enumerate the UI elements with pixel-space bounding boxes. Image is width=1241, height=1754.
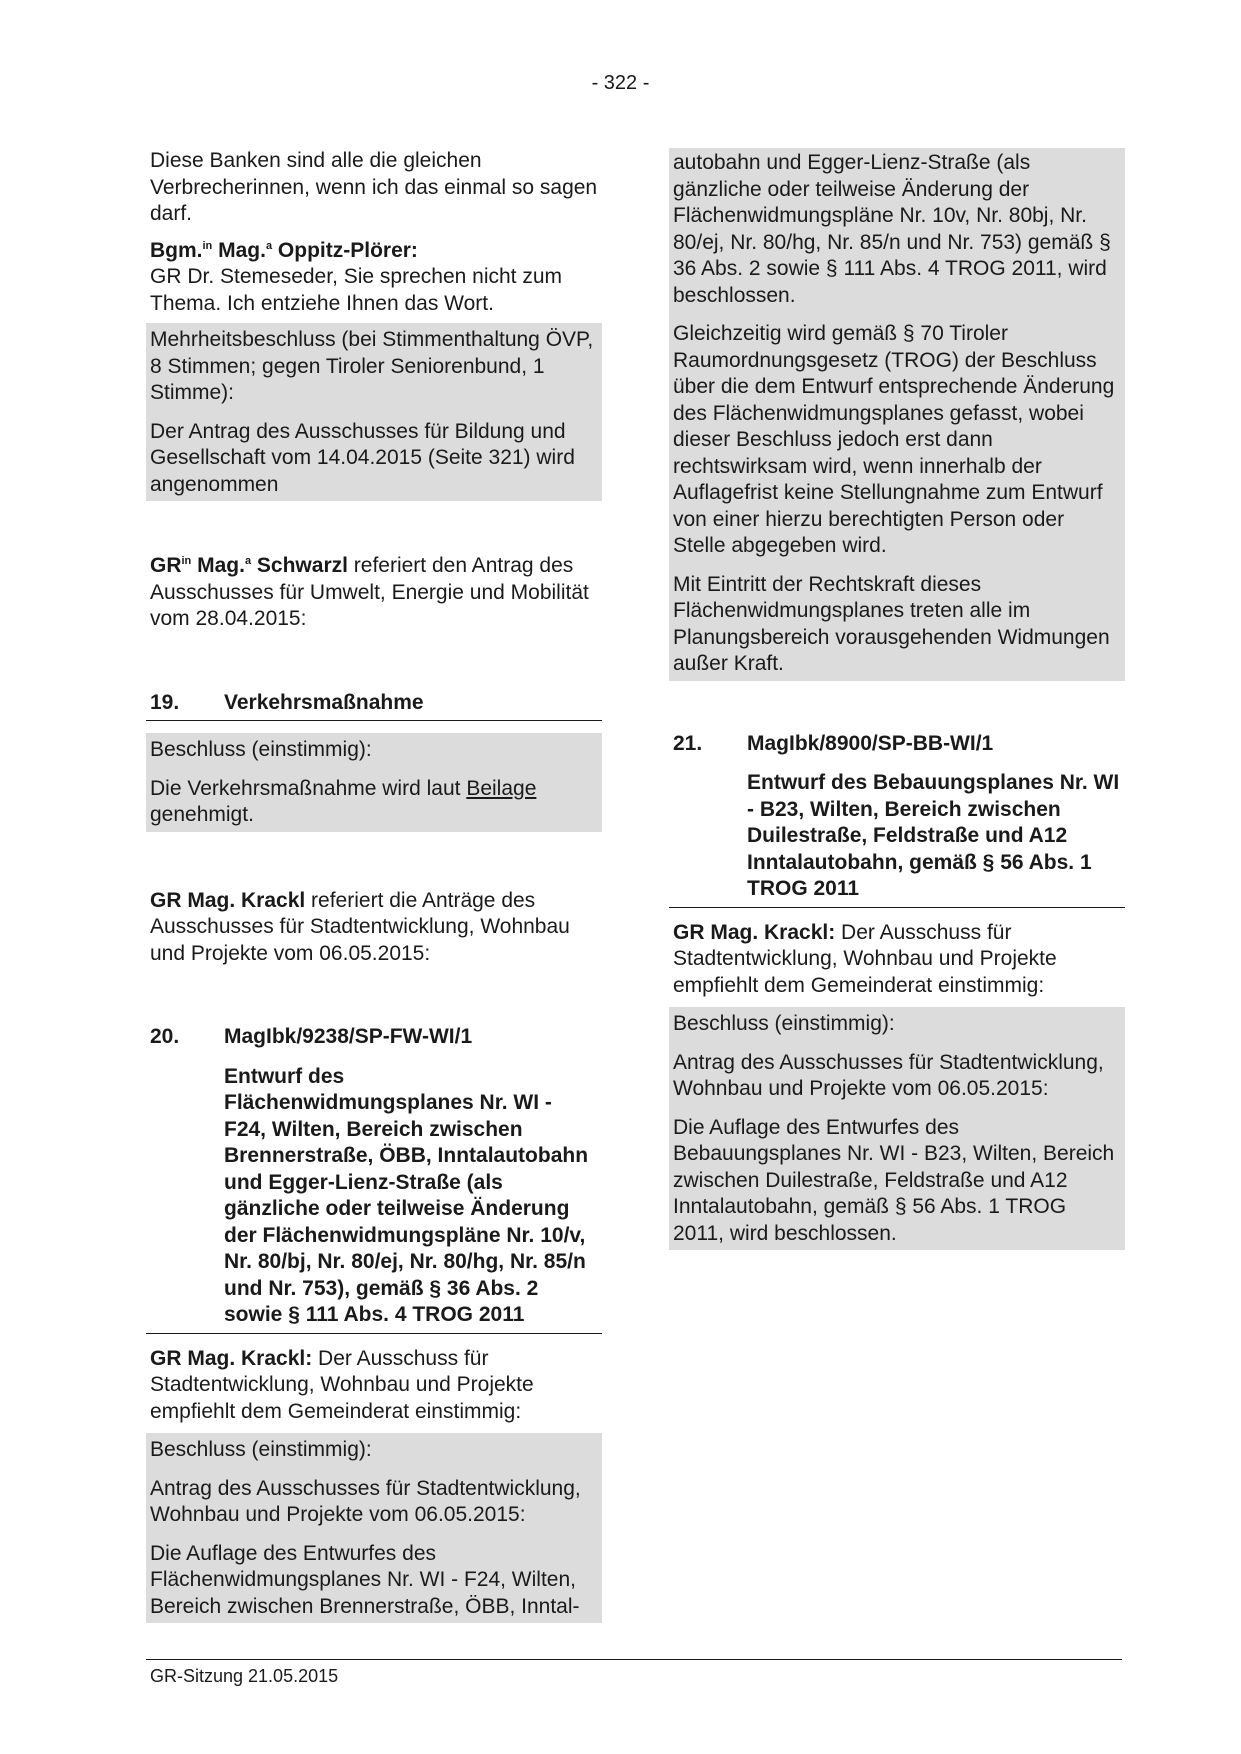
item-19-resolution — [146, 733, 602, 832]
beilage-link[interactable]: Beilage — [466, 776, 537, 800]
speaker-text: Der Ausschuss für Stadtentwicklung, Wohnbau und Projekte empfiehlt dem Gemeinderat einstimmig: — [150, 1346, 534, 1423]
item-20-resolution — [146, 1433, 602, 1623]
right-column — [669, 148, 1125, 1250]
resolution-text: Die Verkehrsmaßnahme wird laut Beilage genehmigt. — [150, 776, 537, 826]
resolution-vote: Beschluss (einstimmig): — [150, 1438, 372, 1461]
resolution-vote: Beschluss (einstimmig): — [150, 738, 372, 761]
resolution-vote: Beschluss (einstimmig): — [673, 1012, 895, 1035]
item-number: 20. — [150, 1025, 180, 1048]
item-title: Entwurf des Flächenwidmungsplanes Nr. WI - F24, Wilten, Bereich zwischen Brennerstraße, ÖBB, Inntalautobahn und Egger-Lienz-Straße (als gänzliche oder teilweise Änderung der Flächenwidmungspläne Nr. 10/v, Nr. 80/bj, Nr. 80/ej, Nr. 80/hg, Nr. 85/n und Nr. 753), gemäß § 36 Abs. 2 sowie § 111 Abs. 4 TROG 2011 — [224, 1064, 589, 1326]
speaker-name: GR Mag. Krackl: — [673, 920, 836, 944]
item-21-speaker — [669, 920, 1125, 1000]
item-title: Entwurf des Bebauungsplanes Nr. WI - B23, Wilten, Bereich zwischen Duilestraße, Feldstraße und A12 Inntalautobahn, gemäß § 56 Abs. 1 TROG 2011 — [747, 771, 1120, 900]
mayor-title-sup: in — [202, 239, 213, 252]
mayor-title-mid: Mag. — [212, 238, 266, 262]
item-21-heading — [669, 731, 1125, 908]
item-code: MagIbk/8900/SP-BB-WI/1 — [747, 731, 994, 755]
speaker-name: GR Mag. Krackl: — [150, 1346, 313, 1370]
item-20-heading — [146, 1024, 602, 1334]
mayor-title-sup2: a — [265, 239, 273, 252]
resolution-motion: Antrag des Ausschusses für Stadtentwicklung, Wohnbau und Projekte vom 06.05.2015: — [150, 1476, 581, 1526]
footer-divider — [146, 1659, 1122, 1660]
resolution-motion: Antrag des Ausschusses für Stadtentwicklung, Wohnbau und Projekte vom 06.05.2015: — [673, 1050, 1104, 1100]
page-number: - 322 - — [591, 72, 650, 94]
mayor-speaker — [146, 238, 602, 265]
resolution-simultaneous: Gleichzeitig wird gemäß § 70 Tiroler Raumordnungsgesetz (TROG) der Beschluss über die dem Entwurf entsprechende Änderung des Flächenwidmungsplanes gefasst, wobei dieser Beschluss jedoch erst dann rechtswirksam wird, wenn innerhalb der Auflagefrist keine Stellungnahme zum Entwurf von einer hierzu berechtigten Person oder Stelle abgegeben wird. — [673, 322, 1115, 557]
speaker-text: Der Ausschuss für Stadtentwicklung, Wohnbau und Projekte empfiehlt dem Gemeinderat einstimmig: — [673, 920, 1057, 997]
item-title: Verkehrsmaßnahme — [224, 690, 424, 714]
referent-title: $GR^{in}$ Mag.$^a$ Schwarzl — [150, 554, 348, 577]
resolution-vote: Mehrheitsbeschluss (bei Stimmenthaltung ÖVP, 8 Stimmen; gegen Tiroler Seniorenbund, 1 Stimme): — [150, 328, 594, 404]
referent-text: referiert den Antrag des Ausschusses für Umwelt, Energie und Mobilität vom 28.04.2015: — [150, 554, 589, 630]
item-number: 19. — [150, 690, 180, 714]
item-number: 21. — [673, 731, 703, 755]
mayor-name: Oppitz-Plörer: — [272, 238, 418, 262]
resolution-decision: Die Auflage des Entwurfes des Bebauungsplanes Nr. WI - B23, Wilten, Bereich zwischen Duilestraße, Feldstraße und A12 Inntalautobahn, gemäß § 56 Abs. 1 TROG 2011, wird beschlossen. — [673, 1115, 1115, 1245]
item-19-heading — [146, 690, 602, 722]
referent-krackl — [146, 888, 602, 968]
mayor-title: Bgm. — [150, 238, 203, 262]
resolution-block-1 — [146, 323, 602, 501]
intro-paragraph: Diese Banken sind alle die gleichen Verbrecherinnen, wenn ich das einmal so sagen darf. — [150, 149, 598, 225]
item-title-block — [224, 1024, 598, 1329]
item-code: MagIbk/9238/SP-FW-WI/1 — [224, 1025, 473, 1048]
resolution-decision-end: autobahn und Egger-Lienz-Straße (als gänzliche oder teilweise Änderung der Flächenwidmungspläne Nr. 10v, Nr. 80bj, Nr. 80/ej, Nr. 80/hg, Nr. 85/n und Nr. 753) gemäß § 36 Abs. 2 sowie § 111 Abs. 4 TROG 2011, wird beschlossen. — [673, 151, 1111, 307]
item-20-resolution-continued — [669, 148, 1125, 681]
item-21-resolution — [669, 1007, 1125, 1250]
item-title-block — [747, 731, 1121, 903]
left-column — [146, 148, 602, 1623]
resolution-text: Der Antrag des Ausschusses für Bildung und Gesellschaft vom 14.04.2015 (Seite 321) wird angenommen — [150, 419, 575, 496]
resolution-decision: Die Auflage des Entwurfes des Flächenwidmungsplanes Nr. WI - F24, Wilten, Bereich zwischen Brennerstraße, ÖBB, Inntal- — [150, 1541, 580, 1618]
mayor-statement: GR Dr. Stemeseder, Sie sprechen nicht zum Thema. Ich entziehe Ihnen das Wort. — [150, 265, 563, 315]
item-20-speaker — [146, 1346, 602, 1426]
resolution-effect: Mit Eintritt der Rechtskraft dieses Flächenwidmungsplanes treten alle im Planungsbereich vorausgehenden Widmungen außer Kraft. — [673, 572, 1110, 675]
referent-text: referiert die Anträge des Ausschusses für Stadtentwicklung, Wohnbau und Projekte vom 06.05.2015: — [150, 888, 570, 965]
referent-name: GR Mag. Krackl — [150, 888, 306, 912]
referent-schwarzl — [146, 553, 602, 633]
footer-session-date: GR-Sitzung 21.05.2015 — [150, 1666, 339, 1686]
